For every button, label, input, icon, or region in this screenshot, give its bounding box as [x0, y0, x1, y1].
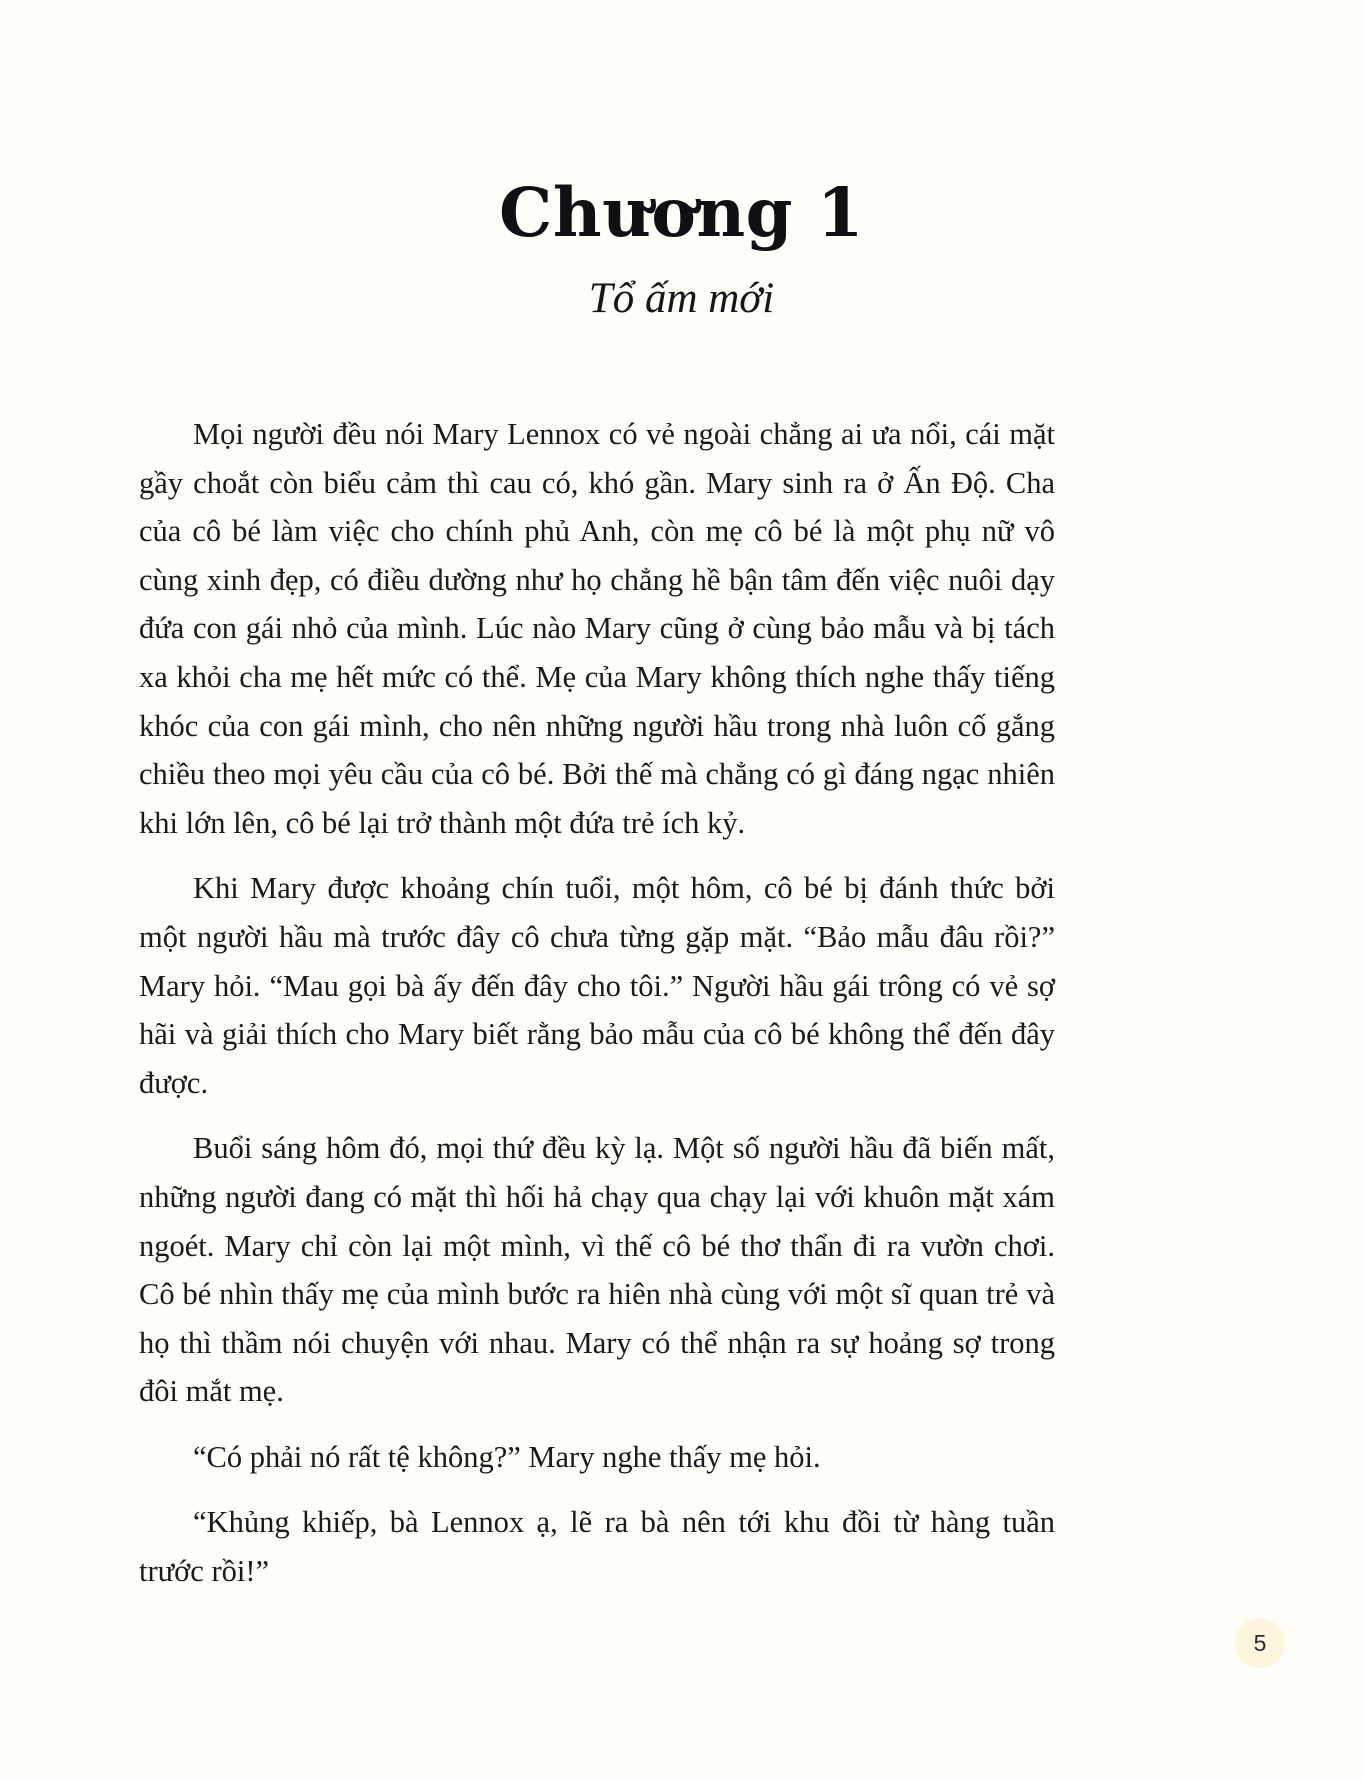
- chapter-heading: Chương 1: [499, 173, 864, 252]
- page-number: 5: [1235, 1618, 1285, 1668]
- paragraph: “Có phải nó rất tệ không?” Mary nghe thấy mẹ hỏi.: [193, 1439, 821, 1474]
- paragraph: Khi Mary được khoảng chín tuổi, một hôm, cô bé bị đánh thức bởi một người hầu mà trước đây cô chưa từng gặp mặt. “Bảo mẫu đâu rồi?” Mary hỏi. “Mau gọi bà ấy đến đây cho tôi.” Người hầu gái trông có vẻ sợ hãi và giải thích cho Mary biết rằng bảo mẫu của cô bé không thể đến đây được.: [139, 871, 1055, 1100]
- chapter-subtitle: Tổ ấm mới: [588, 275, 775, 323]
- paragraph: Mọi người đều nói Mary Lennox có vẻ ngoài chẳng ai ưa nổi, cái mặt gầy choắt còn biểu cảm thì cau có, khó gần. Mary sinh ra ở Ấn Độ. Cha của cô bé làm việc cho chính phủ Anh, còn mẹ cô bé là một phụ nữ vô cùng xinh đẹp, có điều dường như họ chẳng hề bận tâm đến việc nuôi dạy đứa con gái nhỏ của mình. Lúc nào Mary cũng ở cùng bảo mẫu và bị tách xa khỏi cha mẹ hết mức có thể. Mẹ của Mary không thích nghe thấy tiếng khóc của con gái mình, cho nên những người hầu trong nhà luôn cố gắng chiều theo mọi yêu cầu của cô bé. Bởi thế mà chẳng có gì đáng ngạc nhiên khi lớn lên, cô bé lại trở thành một đứa trẻ ích kỷ.: [139, 417, 1055, 840]
- paragraph: “Khủng khiếp, bà Lennox ạ, lẽ ra bà nên tới khu đồi từ hàng tuần trước rồi!”: [139, 1505, 1055, 1589]
- paragraph: Buổi sáng hôm đó, mọi thứ đều kỳ lạ. Một số người hầu đã biến mất, những người đang có mặt thì hối hả chạy qua chạy lại với khuôn mặt xám ngoét. Mary chỉ còn lại một mình, vì thế cô bé thơ thẩn đi ra vườn chơi. Cô bé nhìn thấy mẹ của mình bước ra hiên nhà cùng với một sĩ quan trẻ và họ thì thầm nói chuyện với nhau. Mary có thể nhận ra sự hoảng sợ trong đôi mắt mẹ.: [139, 1131, 1055, 1409]
- body-text: [139, 410, 1055, 1596]
